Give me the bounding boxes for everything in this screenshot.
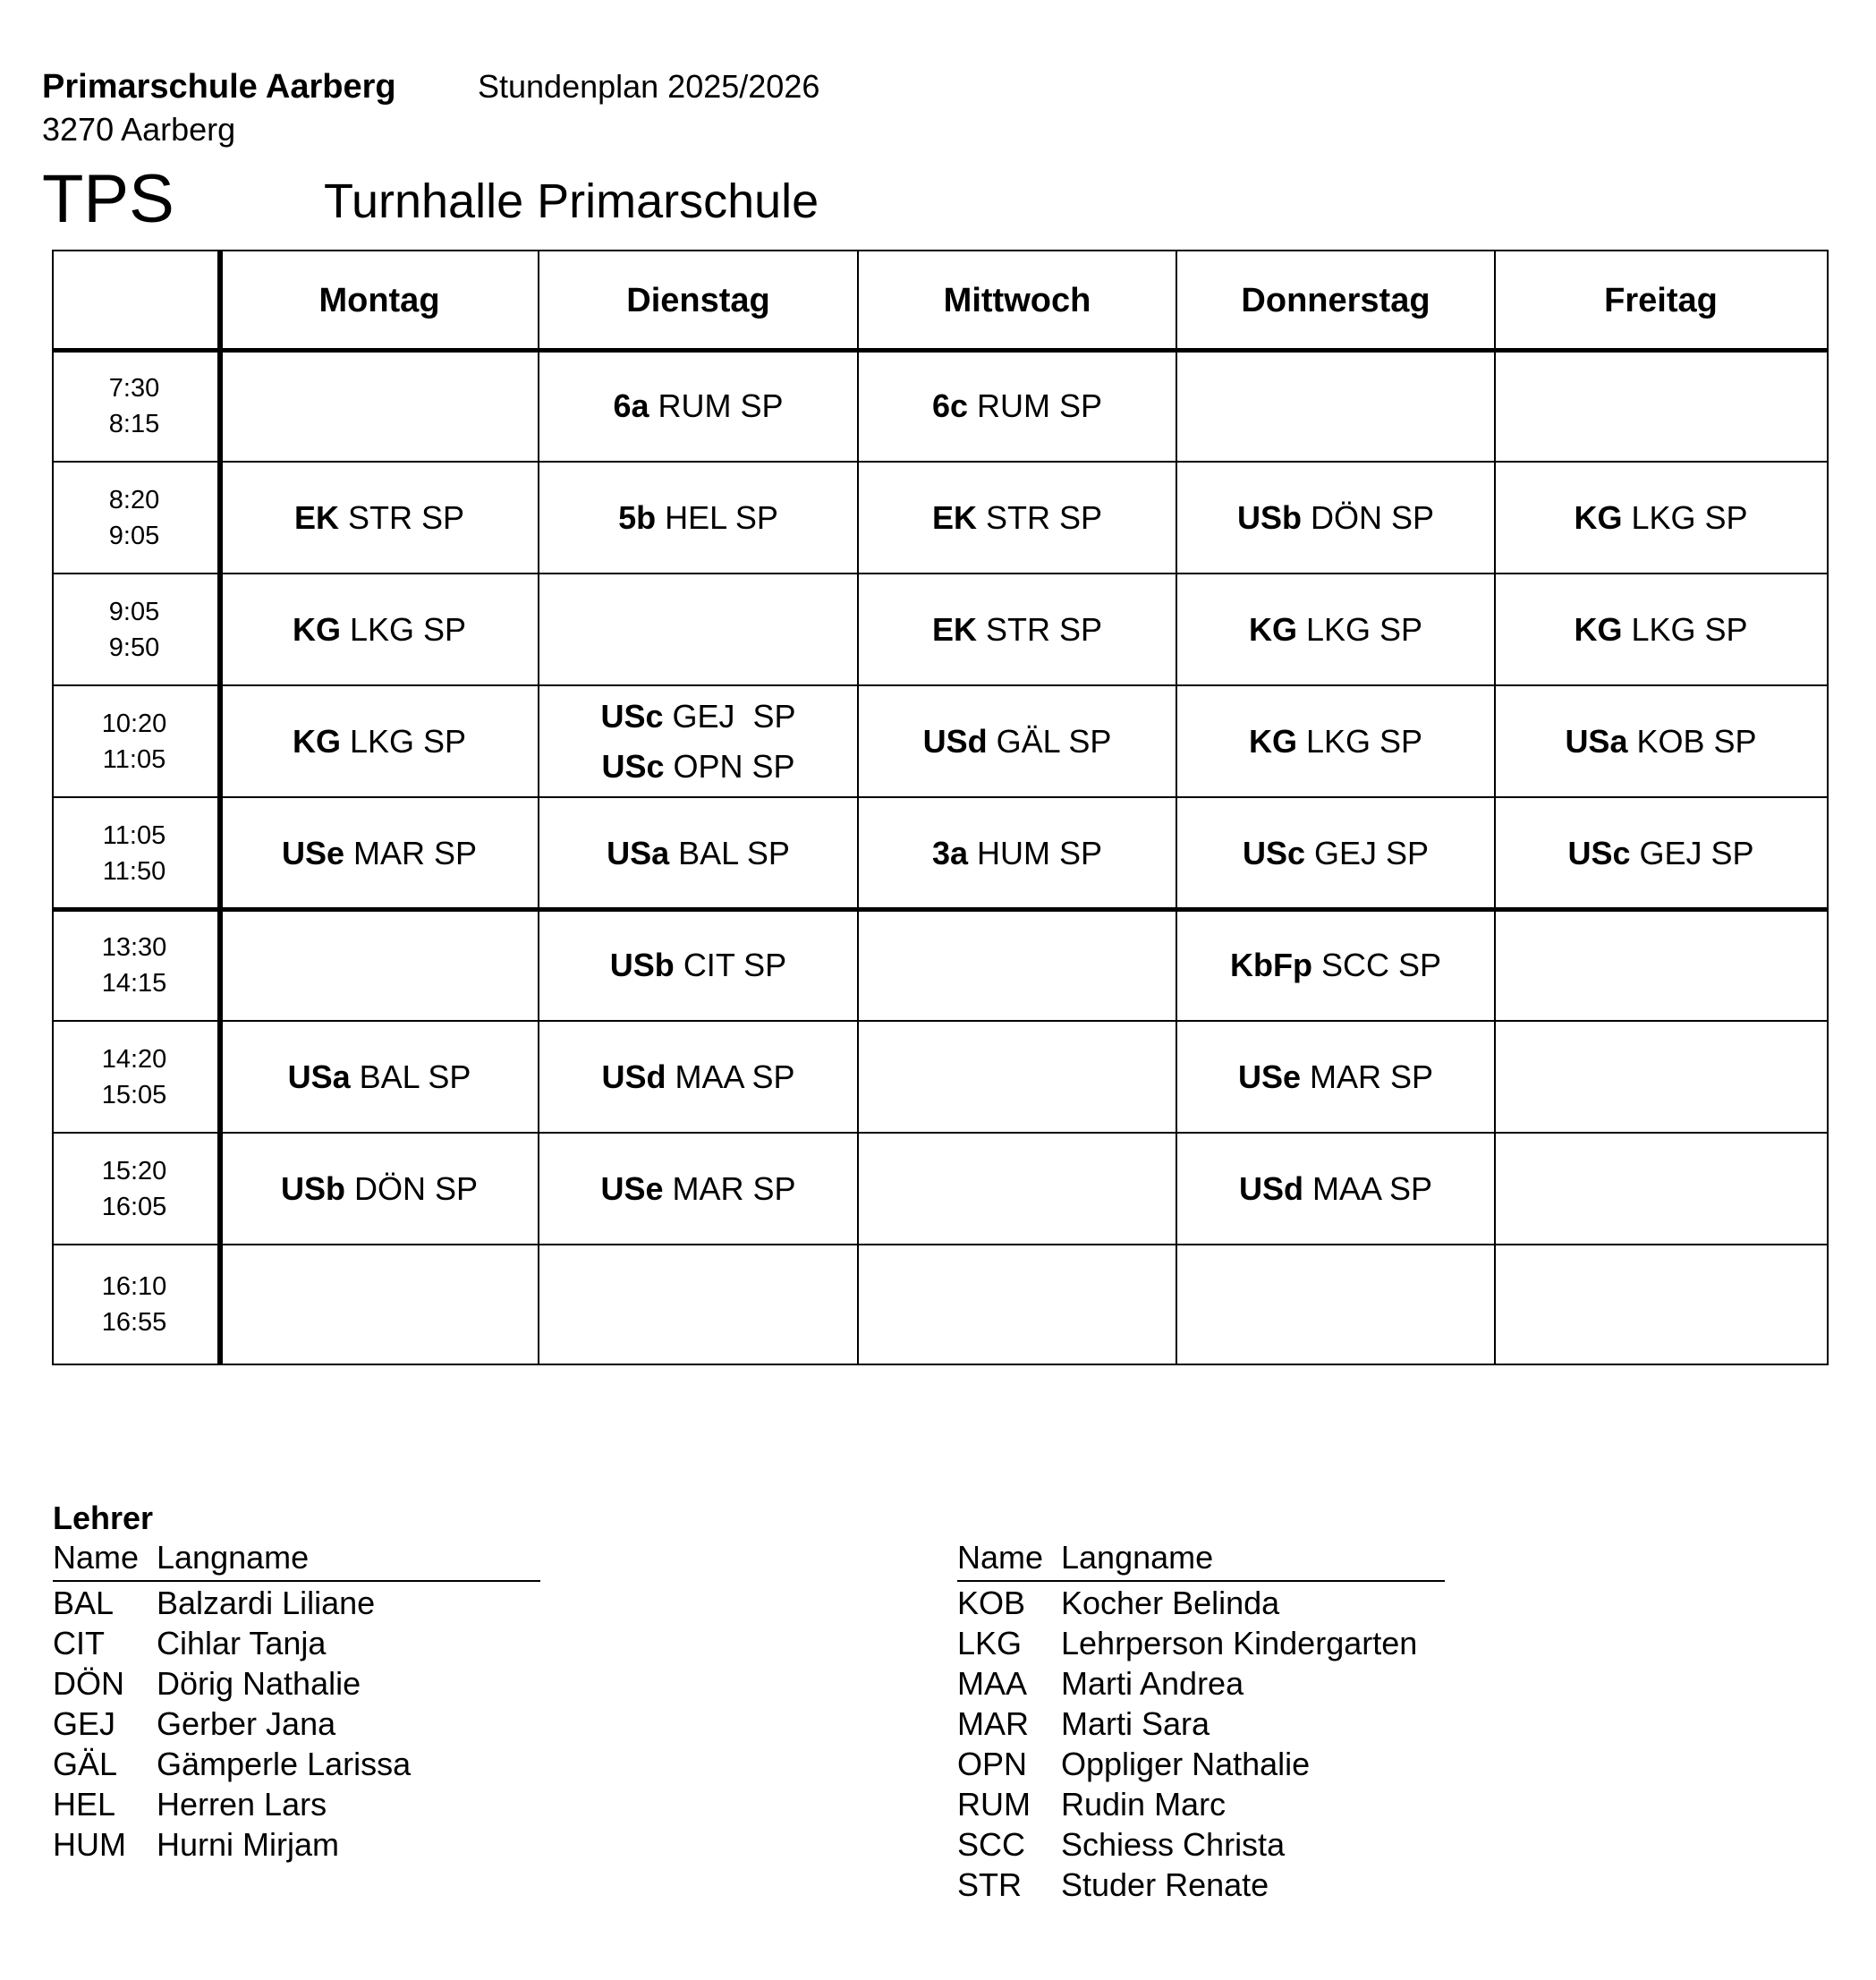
teacher-name: Marti Andrea [1061, 1665, 1244, 1702]
lesson-class: USe [600, 1169, 664, 1207]
lesson-entry [293, 717, 466, 767]
teacher-abbr: KOB [957, 1585, 1026, 1621]
teacher-abbr: STR [957, 1866, 1022, 1903]
lesson-class: USd [601, 1058, 666, 1095]
legend-row [53, 1746, 411, 1783]
lesson-cell [858, 685, 1176, 797]
lesson-teacher-subject: STR SP [986, 498, 1103, 536]
lesson-cell [1176, 574, 1495, 685]
lesson-cell [858, 1021, 1176, 1133]
time-end: 9:05 [108, 521, 160, 550]
legend-row [957, 1585, 1279, 1622]
lesson-cell [1176, 1133, 1495, 1245]
lesson-class: USa [1565, 722, 1628, 760]
lesson-cell [539, 1133, 858, 1245]
lesson-entry [294, 493, 464, 543]
teacher-abbr: BAL [53, 1585, 115, 1621]
teacher-name: Cihlar Tanja [157, 1625, 327, 1661]
time-end: 16:05 [101, 1192, 167, 1221]
time-end: 9:50 [108, 633, 160, 662]
time-slot [54, 797, 215, 909]
teacher-name: Kocher Belinda [1061, 1585, 1280, 1621]
lesson-entry [1243, 829, 1429, 879]
lesson-entry [1565, 717, 1756, 767]
time-start: 7:30 [108, 373, 160, 403]
lesson-entry [601, 742, 794, 792]
lesson-entry [282, 829, 477, 879]
room-name: Turnhalle Primarschule [324, 174, 819, 228]
legend-column-header [957, 1539, 1445, 1582]
time-end: 11:05 [102, 744, 166, 774]
lesson-cell [539, 685, 858, 797]
lesson-class: KG [1248, 722, 1297, 760]
lesson-class: KG [292, 722, 341, 760]
lesson-entry [607, 829, 790, 879]
lesson-teacher-subject: LKG SP [1631, 498, 1748, 536]
lesson-entry [1574, 605, 1747, 655]
lesson-class: 6c [931, 387, 968, 424]
lesson-teacher-subject: HEL SP [665, 498, 778, 536]
legend-row [53, 1625, 326, 1662]
lesson-class: USa [607, 834, 670, 871]
lesson-cell [858, 909, 1176, 1021]
school-address: 3270 Aarberg [42, 111, 236, 148]
time-slot [54, 909, 215, 1021]
lesson-cell [539, 462, 858, 574]
lesson-cell [1495, 685, 1827, 797]
teacher-name: Marti Sara [1061, 1705, 1210, 1742]
lesson-teacher-subject: GÄL SP [996, 722, 1112, 760]
lesson-entry [613, 381, 783, 431]
lesson-teacher-subject: DÖN SP [353, 1169, 479, 1207]
lesson-cell [1176, 1245, 1495, 1364]
lesson-teacher-subject: STR SP [348, 498, 465, 536]
legend-col-longname: Langname [157, 1539, 310, 1576]
teacher-abbr: MAA [957, 1665, 1028, 1702]
plan-title: Stundenplan 2025/2026 [478, 68, 820, 105]
lesson-teacher-subject: MAR SP [672, 1169, 796, 1207]
lesson-cell [539, 350, 858, 462]
lesson-entry [281, 1164, 478, 1214]
teacher-name: Gerber Jana [157, 1705, 336, 1742]
lesson-cell [1176, 1021, 1495, 1133]
teacher-abbr: HUM [53, 1826, 126, 1863]
lesson-entry [1239, 1164, 1432, 1214]
lesson-class: USb [280, 1169, 345, 1207]
lesson-entry [618, 493, 778, 543]
time-start: 13:30 [101, 932, 167, 962]
lesson-teacher-subject: LKG SP [1631, 610, 1748, 648]
lesson-entry [932, 493, 1102, 543]
legend-row [53, 1786, 327, 1823]
lesson-entry [1238, 1052, 1433, 1102]
teacher-abbr: SCC [957, 1826, 1026, 1863]
teacher-abbr: LKG [957, 1625, 1023, 1661]
day-header-donnerstag: Donnerstag [1241, 281, 1430, 319]
legend-row [957, 1665, 1244, 1703]
lesson-class: EK [931, 610, 977, 648]
lesson-teacher-subject: LKG SP [1305, 610, 1423, 648]
legend-row [53, 1826, 339, 1864]
time-start: 8:20 [108, 485, 160, 514]
lesson-class: KG [1574, 610, 1623, 648]
teacher-name: Schiess Christa [1061, 1826, 1286, 1863]
time-slot [54, 462, 215, 574]
lesson-class: 6a [613, 387, 649, 424]
lesson-cell [1495, 1133, 1827, 1245]
time-slot [54, 574, 215, 685]
timetable [52, 250, 1829, 1365]
lesson-teacher-subject: KOB SP [1636, 722, 1757, 760]
lesson-class: USc [1242, 834, 1305, 871]
lesson-teacher-subject: RUM SP [658, 387, 784, 424]
day-header-montag: Montag [318, 281, 440, 319]
lesson-entry [1567, 829, 1753, 879]
legend-row [53, 1665, 361, 1703]
lesson-class: KG [1574, 498, 1623, 536]
lesson-cell [220, 1245, 539, 1364]
teacher-abbr: OPN [957, 1746, 1028, 1782]
lesson-cell [220, 685, 539, 797]
time-end: 16:55 [101, 1307, 167, 1337]
time-slot [54, 1133, 215, 1245]
lesson-cell [539, 909, 858, 1021]
lesson-teacher-subject: MAR SP [353, 834, 478, 871]
lesson-cell [1176, 462, 1495, 574]
legend-col-name: Name [957, 1539, 1044, 1576]
lesson-cell [858, 797, 1176, 909]
time-start: 10:20 [101, 709, 167, 738]
lesson-teacher-subject: RUM SP [977, 387, 1103, 424]
lesson-class: KG [292, 610, 341, 648]
teacher-name: Balzardi Liliane [157, 1585, 376, 1621]
lesson-teacher-subject: MAR SP [1310, 1058, 1434, 1095]
lesson-cell [1495, 1021, 1827, 1133]
teacher-abbr: MAR [957, 1705, 1029, 1742]
lesson-cell [220, 462, 539, 574]
lesson-class: 5b [618, 498, 657, 536]
teacher-name: Dörig Nathalie [157, 1665, 361, 1702]
teacher-name: Rudin Marc [1061, 1786, 1227, 1823]
legend-row [957, 1705, 1210, 1743]
lesson-entry [932, 829, 1102, 879]
time-end: 15:05 [101, 1080, 167, 1109]
header-corner [54, 251, 220, 350]
lesson-cell [858, 462, 1176, 574]
time-end: 14:15 [101, 968, 167, 998]
lesson-cell [1176, 685, 1495, 797]
lesson-teacher-subject: GEJ SP [1639, 834, 1754, 871]
teacher-abbr: DÖN [53, 1665, 124, 1702]
lesson-cell [858, 1245, 1176, 1364]
room-code: TPS [42, 161, 174, 237]
lesson-cell [539, 1245, 858, 1364]
day-header-mittwoch: Mittwoch [943, 281, 1091, 319]
legend-col-name: Name [53, 1539, 140, 1576]
lesson-cell [858, 574, 1176, 685]
lesson-class: USd [1238, 1169, 1303, 1207]
day-header-freitag: Freitag [1604, 281, 1718, 319]
lesson-entry [932, 605, 1102, 655]
teacher-abbr: GÄL [53, 1746, 118, 1782]
lesson-entry [932, 381, 1102, 431]
lesson-entry [923, 717, 1112, 767]
lesson-entry [600, 1164, 795, 1214]
lesson-cell [1495, 350, 1827, 462]
lesson-class: USa [287, 1058, 351, 1095]
lesson-teacher-subject: SCC SP [1320, 946, 1442, 983]
lesson-entry [1249, 605, 1422, 655]
lesson-teacher-subject: STR SP [986, 610, 1103, 648]
lesson-cell [220, 574, 539, 685]
lesson-cell [220, 909, 539, 1021]
teacher-abbr: RUM [957, 1786, 1031, 1823]
lesson-cell [1176, 909, 1495, 1021]
legend-col-longname: Langname [1061, 1539, 1214, 1576]
lesson-entry [288, 1052, 471, 1102]
lesson-teacher-subject: GEJ SP [672, 697, 796, 735]
lesson-class: 3a [931, 834, 968, 871]
teacher-name: Gämperle Larissa [157, 1746, 412, 1782]
legend-row [957, 1866, 1269, 1904]
legend-row [957, 1826, 1285, 1864]
lesson-cell [1495, 909, 1827, 1021]
teacher-name: Hurni Mirjam [157, 1826, 340, 1863]
lesson-teacher-subject: LKG SP [1305, 722, 1423, 760]
lesson-entry [600, 692, 795, 742]
lesson-class: USc [1567, 834, 1631, 871]
teacher-abbr: GEJ [53, 1705, 116, 1742]
teacher-abbr: HEL [53, 1786, 116, 1823]
time-start: 9:05 [108, 597, 160, 626]
lesson-class: KbFp [1229, 946, 1312, 983]
lesson-entry [1249, 717, 1422, 767]
time-end: 8:15 [108, 409, 160, 438]
lesson-class: USb [1236, 498, 1302, 536]
lesson-cell [1495, 1245, 1827, 1364]
legend-column-header [53, 1539, 540, 1582]
time-start: 11:05 [102, 820, 166, 850]
legend-row [957, 1625, 1417, 1662]
lesson-entry [1237, 493, 1434, 543]
lesson-class: USd [922, 722, 988, 760]
lesson-entry [1230, 940, 1441, 990]
lesson-cell [1176, 350, 1495, 462]
day-header-dienstag: Dienstag [626, 281, 770, 319]
time-slot [54, 1021, 215, 1133]
lesson-cell [539, 1021, 858, 1133]
lesson-class: USe [1237, 1058, 1301, 1095]
legend-heading: Lehrer [53, 1500, 154, 1536]
lesson-teacher-subject: HUM SP [977, 834, 1103, 871]
time-start: 16:10 [101, 1271, 167, 1301]
time-end: 11:50 [102, 856, 166, 886]
lesson-cell [220, 350, 539, 462]
lesson-cell [858, 350, 1176, 462]
legend-row [957, 1746, 1310, 1783]
legend-row [53, 1585, 375, 1622]
lesson-cell [858, 1133, 1176, 1245]
teacher-name: Oppliger Nathalie [1061, 1746, 1311, 1782]
lesson-cell [1495, 462, 1827, 574]
time-slot [54, 1245, 215, 1364]
lesson-teacher-subject: DÖN SP [1310, 498, 1435, 536]
lesson-entry [1574, 493, 1747, 543]
lesson-cell [220, 1021, 539, 1133]
time-start: 14:20 [101, 1044, 167, 1074]
lesson-class: USb [609, 946, 675, 983]
school-name: Primarschule Aarberg [42, 68, 396, 106]
lesson-cell [539, 797, 858, 909]
lesson-teacher-subject: CIT SP [683, 946, 787, 983]
teacher-name: Studer Renate [1061, 1866, 1269, 1903]
lesson-class: USc [601, 747, 665, 785]
lesson-cell [1495, 797, 1827, 909]
lesson-cell [1495, 574, 1827, 685]
lesson-class: USe [281, 834, 344, 871]
teacher-abbr: CIT [53, 1625, 105, 1661]
lesson-teacher-subject: LKG SP [349, 610, 467, 648]
teacher-name: Herren Lars [157, 1786, 327, 1823]
legend-row [957, 1786, 1226, 1823]
lesson-class: EK [293, 498, 339, 536]
lesson-class: KG [1248, 610, 1297, 648]
lesson-entry [293, 605, 466, 655]
teacher-name: Lehrperson Kindergarten [1061, 1625, 1418, 1661]
lesson-cell [539, 574, 858, 685]
lesson-class: USc [600, 697, 664, 735]
lesson-teacher-subject: OPN SP [673, 747, 795, 785]
lesson-cell [220, 1133, 539, 1245]
lesson-teacher-subject: BAL SP [678, 834, 790, 871]
lesson-teacher-subject: GEJ SP [1314, 834, 1430, 871]
lesson-teacher-subject: MAA SP [1312, 1169, 1433, 1207]
legend-row [53, 1705, 335, 1743]
lesson-class: EK [931, 498, 977, 536]
time-slot [54, 350, 215, 462]
time-start: 15:20 [101, 1156, 167, 1185]
lesson-entry [610, 940, 786, 990]
lesson-cell [1176, 797, 1495, 909]
time-slot [54, 685, 215, 797]
lesson-teacher-subject: MAA SP [675, 1058, 795, 1095]
lesson-teacher-subject: BAL SP [359, 1058, 471, 1095]
lesson-cell [220, 797, 539, 909]
lesson-teacher-subject: LKG SP [349, 722, 467, 760]
lesson-entry [601, 1052, 794, 1102]
